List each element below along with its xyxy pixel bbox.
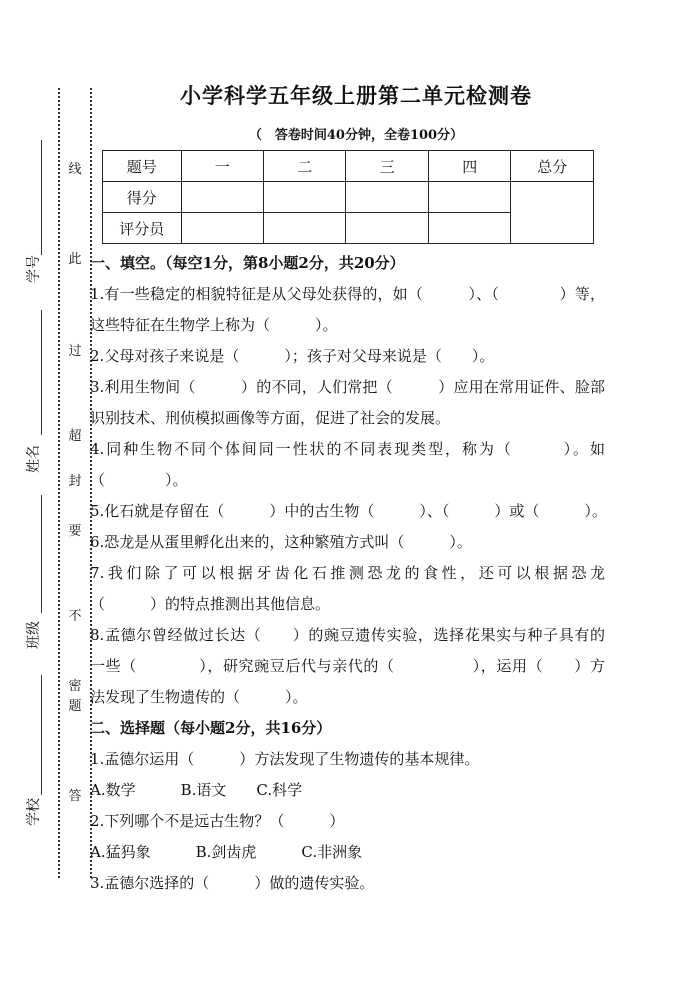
field-label: 姓名 (26, 445, 42, 473)
seal-char: 封 (68, 474, 82, 489)
header-cell: 四 (428, 151, 510, 182)
score-cell[interactable] (181, 182, 263, 213)
grader-cell[interactable] (181, 213, 263, 244)
question-line: （ ）。 (90, 471, 188, 489)
binding-margin (0, 0, 95, 983)
write-line (41, 310, 42, 435)
write-line (41, 140, 42, 255)
choice-options: A.猛犸象 B.剑齿虎 C.非洲象 (90, 843, 363, 861)
header-cell: 一 (181, 151, 263, 182)
field-label: 班级 (26, 621, 42, 649)
exam-content (90, 248, 605, 899)
question-line: 7.我们除了可以根据牙齿化石推测恐龙的食性，还可以根据恐龙 (90, 564, 605, 582)
row-label: 得分 (103, 182, 182, 213)
question-line: 6.恐龙是从蛋里孵化出来的，这种繁殖方式叫（ ）。 (90, 533, 472, 551)
seal-char: 不 (68, 609, 82, 624)
grader-cell[interactable] (346, 213, 428, 244)
row-label: 评分员 (103, 213, 182, 244)
seal-char: 答 (68, 789, 82, 804)
seal-char: 此 (68, 252, 82, 267)
question-line: 1.孟德尔运用（ ）方法发现了生物遗传的基本规律。 (90, 750, 480, 768)
choice-options: A.数学 B.语文 C.科学 (90, 781, 303, 799)
question-line: 3.孟德尔选择的（ ）做的遗传实验。 (90, 874, 375, 892)
header-cell: 三 (346, 151, 428, 182)
question-line: 3.利用生物间（ ）的不同，人们常把（ ）应用在常用证件、脸部 (90, 378, 605, 396)
seal-char: 过 (68, 344, 82, 359)
page-title: 小学科学五年级上册第二单元检测卷 (180, 83, 532, 108)
seal-char: 要 (68, 524, 82, 539)
section-heading-choice: 二、选择题（每小题2分，共16分） (90, 719, 332, 737)
question-line: 5.化石就是存留在（ ）中的古生物（ ）、（ ）或（ ）。 (90, 502, 607, 520)
question-line: 1.有一些稳定的相貌特征是从父母处获得的，如（ ）、（ ）等， (90, 285, 605, 303)
question-line: 这些特征在生物学上称为（ ）。 (90, 316, 338, 334)
total-score-cell[interactable] (511, 182, 594, 244)
question-line: 一些（ ），研究豌豆后代与亲代的（ ），运用（ ）方 (90, 657, 605, 675)
seal-char: 线 (68, 162, 82, 177)
question-line: 2.父母对孩子来说是（ ）；孩子对父母来说是（ ）。 (90, 347, 495, 365)
grader-cell[interactable] (428, 213, 510, 244)
seal-char: 超 (68, 429, 82, 444)
score-row (103, 182, 594, 213)
exam-info: （ 答卷时间40分钟，全卷100分） (248, 128, 464, 143)
score-table (102, 150, 594, 244)
field-label: 学号 (26, 255, 42, 283)
header-cell: 题号 (103, 151, 182, 182)
grader-cell[interactable] (264, 213, 346, 244)
section-heading-fill: 一、填空。（每空1分，第8小题2分，共20分） (90, 254, 405, 272)
score-table-header-row (103, 151, 594, 182)
seal-char: 密 (68, 679, 82, 694)
score-cell[interactable] (428, 182, 510, 213)
field-label: 学校 (26, 798, 42, 826)
dotted-line-outer (58, 88, 60, 878)
write-line (41, 675, 42, 795)
header-cell: 总分 (511, 151, 594, 182)
question-line: 法发现了生物遗传的（ ）。 (90, 688, 308, 706)
seal-char: 题 (68, 699, 82, 714)
question-line: 2.下列哪个不是远古生物？（ ） (90, 812, 345, 830)
question-line: 4.同种生物不同个体间同一性状的不同表现类型，称为（ ）。如 (90, 440, 605, 458)
header-cell: 二 (264, 151, 346, 182)
score-cell[interactable] (346, 182, 428, 213)
question-line: 识别技术、刑侦模拟画像等方面，促进了社会的发展。 (90, 409, 451, 427)
question-line: （ ）的特点推测出其他信息。 (90, 595, 331, 613)
score-cell[interactable] (264, 182, 346, 213)
question-line: 8.孟德尔曾经做过长达（ ）的豌豆遗传实验，选择花果实与种子具有的 (90, 626, 605, 644)
write-line (41, 495, 42, 613)
